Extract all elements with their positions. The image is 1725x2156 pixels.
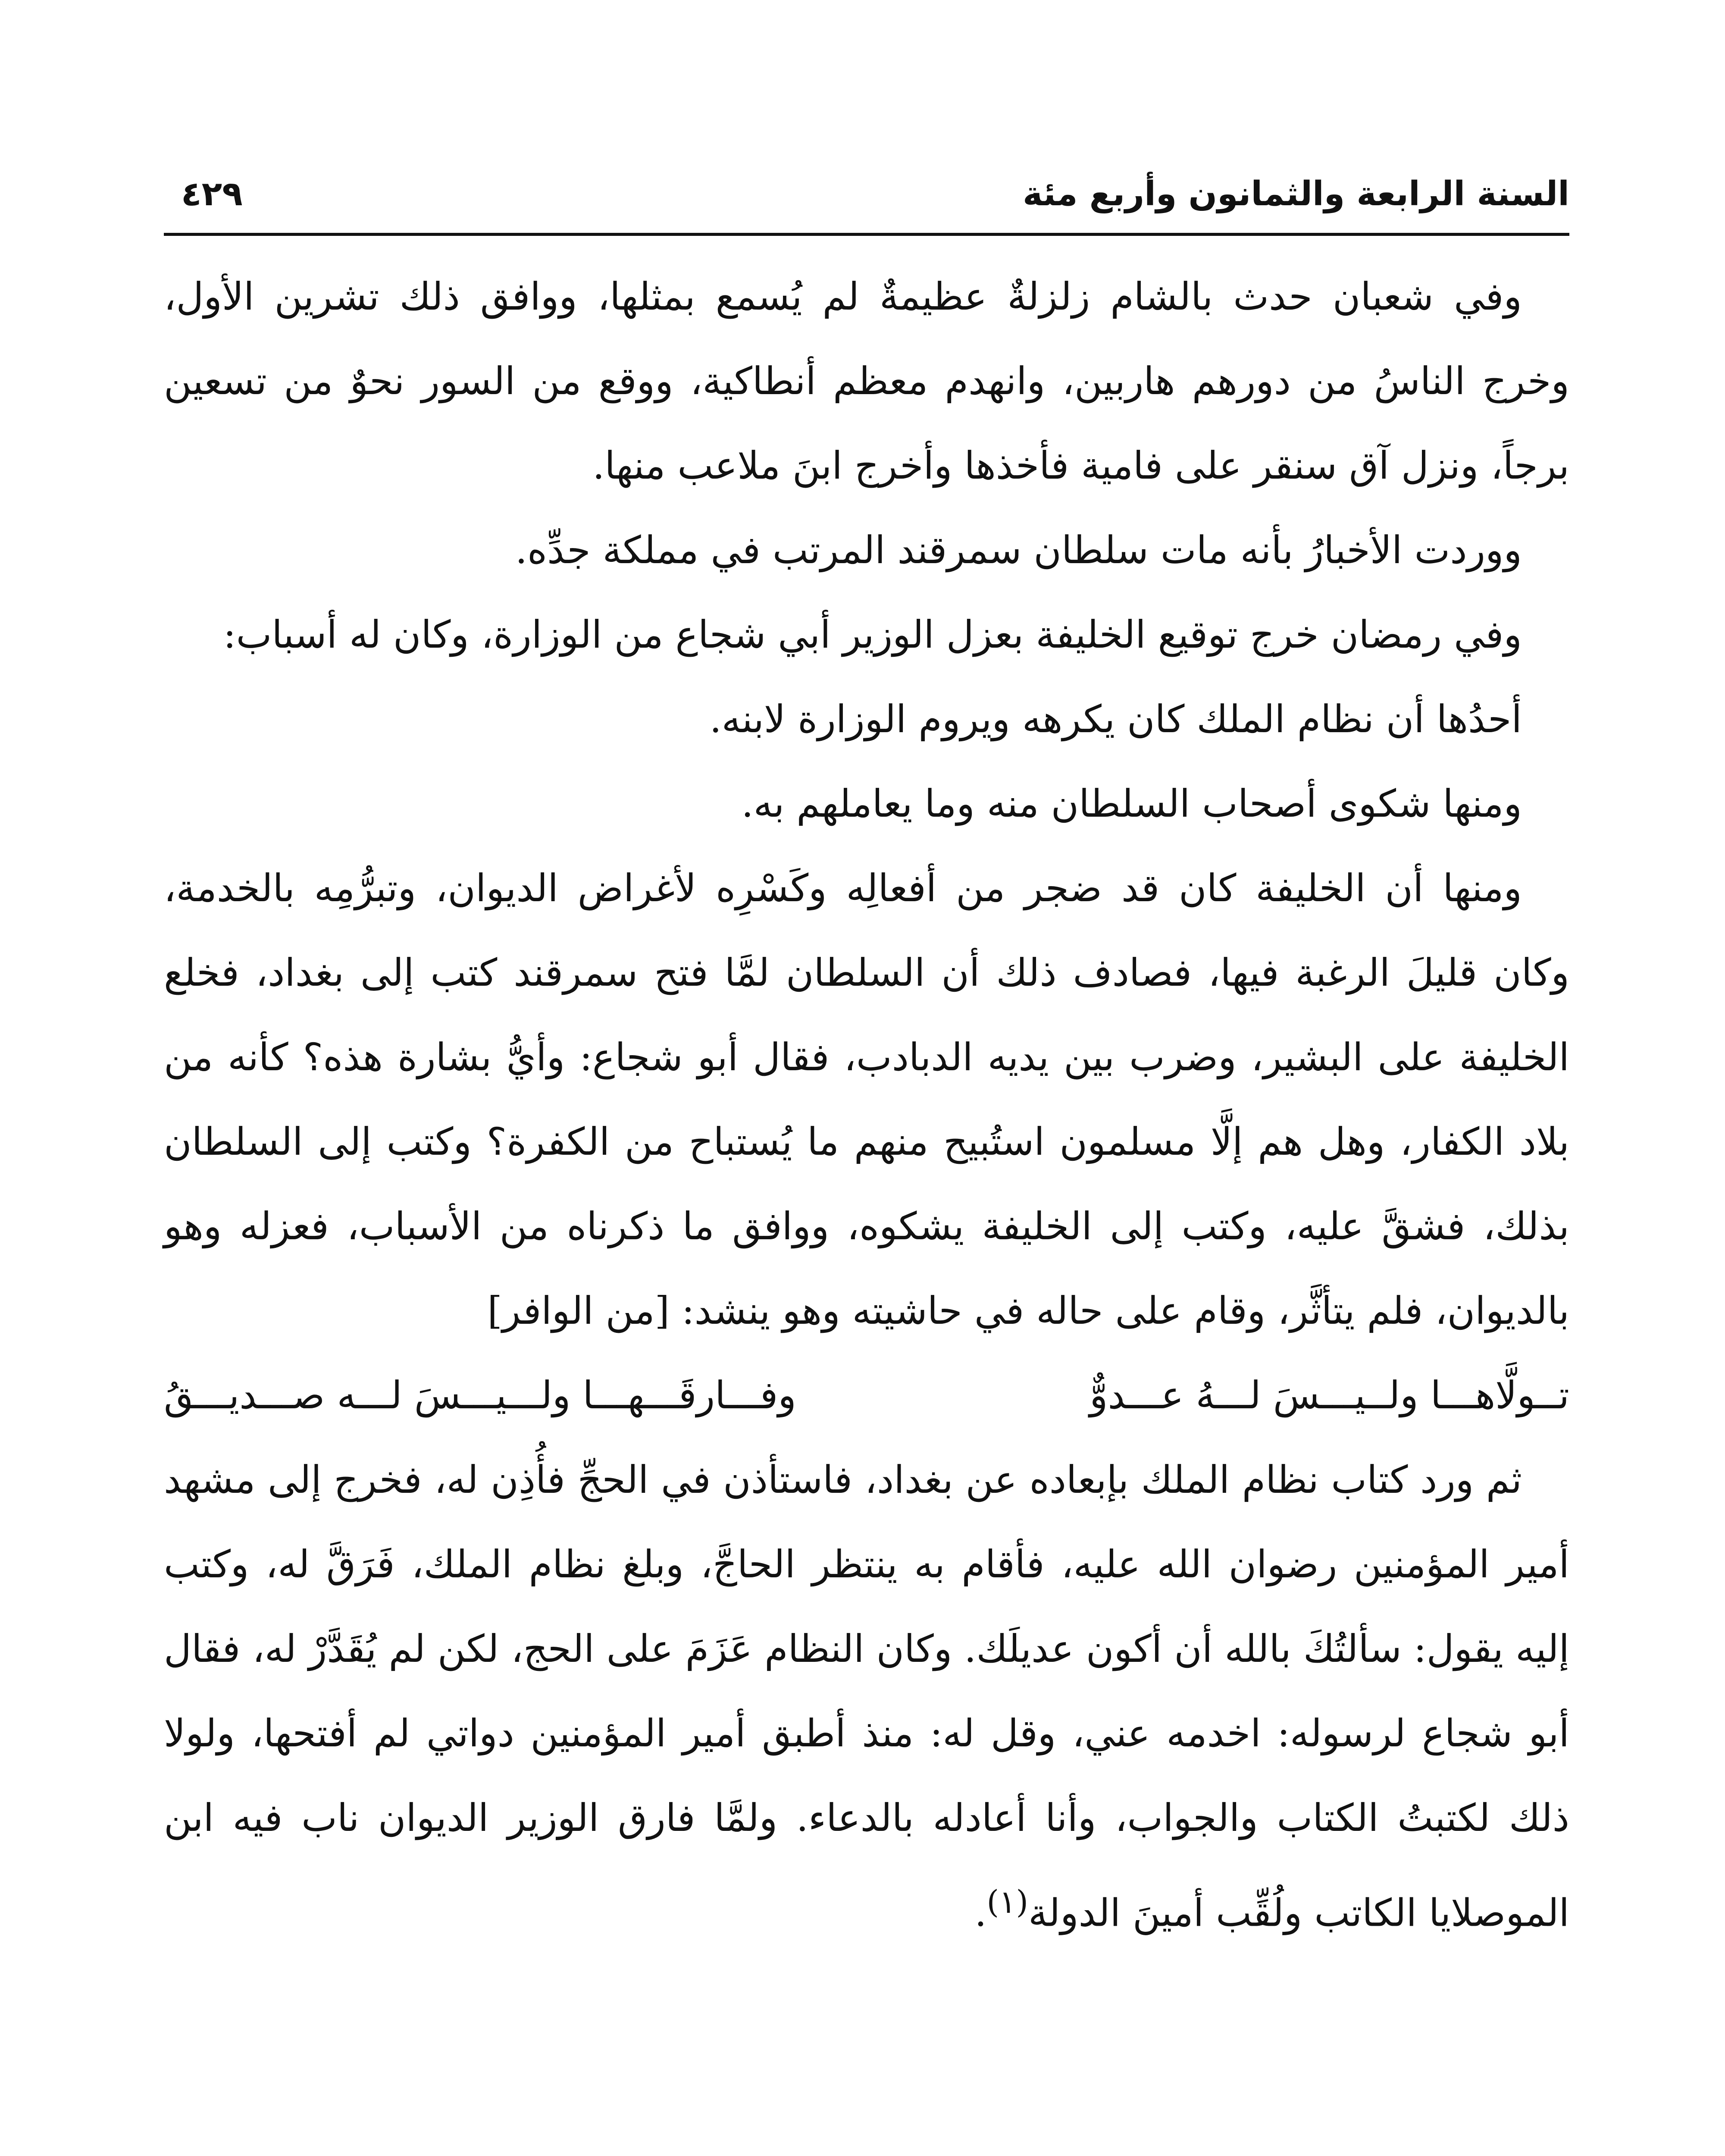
closing-period: .: [974, 1890, 987, 1935]
paragraph: ومنها أن الخليفة كان قد ضجر من أفعالِه وكَسْرِه لأغراض الديوان، وتبرُّمِه بالخدمة، وكان قليلَ الرغبة فيها، فصادف ذلك أن السلطان لمَّا فتح سمرقند كتب إلى بغداد، فخلع الخليفة على البشير، وضرب بين يديه الدبادب، فقال أبو شجاع: وأيُّ بشارة هذه؟ كأنه من بلاد الكفار، وهل هم إلَّا مسلمون استُبيح منهم ما يُستباح من الكفرة؟ وكتب إلى السلطان بذلك، فشقَّ عليه، وكتب إلى الخليفة يشكوه، ووافق ما ذكرناه من الأسباب، فعزله وهو بالديوان، فلم يتأثَّر، وقام على حاله في حاشيته وهو ينشد: [من الوافر]: [164, 866, 1569, 1333]
paragraph: ومنها شكوى أصحاب السلطان منه وما يعاملهم به.: [741, 781, 1522, 826]
closing-paragraph-text: ثم ورد كتاب نظام الملك بإبعاده عن بغداد، فاستأذن في الحجِّ فأُذِن له، فخرج إلى مشهد أمير المؤمنين رضوان الله عليه، فأقام به ينتظر الحاجَّ، وبلغ نظام الملك، فَرَقَّ له، وكتب إليه يقول: سألتُكَ بالله أن أكون عديلَك. وكان النظام عَزَمَ على الحج، لكن لم يُقَدَّرْ له، فقال أبو شجاع لرسوله: اخدمه عني، وقل له: منذ أطبق أمير المؤمنين دواتي لم أفتحها، ولولا ذلك لكتبتُ الكتاب والجواب، وأنا أعادله بالدعاء. ولمَّا فارق الوزير الديوان ناب فيه ابن الموصلايا الكاتب ولُقِّب أمينَ الدولة: [164, 1457, 1569, 1935]
running-title: السنة الرابعة والثمانون وأربع مئة: [1023, 175, 1569, 213]
page-number: ٤٢٩: [181, 175, 243, 213]
paragraph: ووردت الأخبارُ بأنه مات سلطان سمرقند المرتب في مملكة جدِّه.: [515, 528, 1522, 572]
running-header: [164, 164, 1569, 229]
footnote-reference: (١): [986, 1884, 1029, 1921]
poetry-verse: [164, 1353, 1569, 1438]
verse-second-hemistich: وفـــارقَـــهـــا ولـــيـــسَ لـــه صـــديـــقُ: [164, 1373, 796, 1417]
paragraph: وفي شعبان حدث بالشام زلزلةٌ عظيمةٌ لم يُسمع بمثلها، ووافق ذلك تشرين الأول، وخرج الناسُ من دورهم هاربين، وانهدم معظم أنطاكية، ووقع من السور نحوٌ من تسعين برجاً، ونزل آق سنقر على فامية فأخذها وأخرج ابنَ ملاعب منها.: [164, 274, 1569, 488]
paragraph: أحدُها أن نظام الملك كان يكرهه ويروم الوزارة لابنه.: [709, 697, 1522, 741]
verse-first-hemistich: تــولَّاهـــا ولــيـــسَ لـــهُ عـــدوٌّ: [1089, 1373, 1569, 1417]
paragraph: وفي رمضان خرج توقيع الخليفة بعزل الوزير أبي شجاع من الوزارة، وكان له أسباب:: [223, 612, 1522, 657]
book-page: [164, 0, 1569, 2156]
header-divider: [164, 233, 1569, 236]
main-text: [164, 254, 1569, 1955]
paragraph-with-footnote: [164, 1438, 1569, 1955]
